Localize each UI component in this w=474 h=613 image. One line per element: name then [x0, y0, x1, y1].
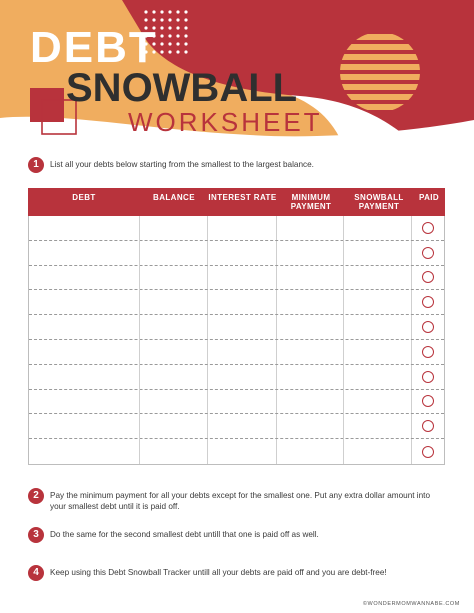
- step-text: List all your debts below starting from the smallest to the largest balance.: [50, 160, 314, 169]
- title-debt: DEBT: [30, 23, 158, 72]
- paid-checkbox[interactable]: [422, 371, 434, 383]
- table-row: [29, 290, 444, 315]
- cell-snowball-payment[interactable]: [344, 340, 412, 364]
- title-worksheet: WORKSHEET: [128, 107, 323, 137]
- paid-checkbox[interactable]: [422, 395, 434, 407]
- table-row: [29, 439, 444, 464]
- cell-snowball-payment[interactable]: [344, 439, 412, 464]
- step-number-badge: 1: [28, 157, 44, 173]
- cell-interest-rate[interactable]: [208, 241, 277, 265]
- cell-paid: [412, 390, 444, 414]
- cell-interest-rate[interactable]: [208, 340, 277, 364]
- paid-checkbox[interactable]: [422, 446, 434, 458]
- cell-paid: [412, 365, 444, 389]
- cell-minimum-payment[interactable]: [277, 216, 345, 240]
- table-row: [29, 390, 444, 415]
- footer-credit: ©WONDERMOMWANNABE.COM: [362, 601, 460, 607]
- step-number-badge: 4: [28, 565, 44, 581]
- cell-balance[interactable]: [140, 340, 208, 364]
- cell-interest-rate[interactable]: [208, 390, 277, 414]
- cell-debt[interactable]: [29, 390, 140, 414]
- column-header-snowball-payment: SNOWBALL PAYMENT: [354, 193, 404, 211]
- debt-table: [28, 188, 445, 465]
- paid-checkbox[interactable]: [422, 346, 434, 358]
- table-row: [29, 414, 444, 439]
- column-header-paid: PAID: [418, 193, 440, 202]
- table-body: [28, 216, 445, 465]
- cell-debt[interactable]: [29, 414, 140, 438]
- table-row: [29, 365, 444, 390]
- cell-balance[interactable]: [140, 315, 208, 339]
- cell-interest-rate[interactable]: [208, 216, 277, 240]
- table-row: [29, 315, 444, 340]
- cell-minimum-payment[interactable]: [277, 266, 345, 290]
- cell-paid: [412, 315, 444, 339]
- cell-interest-rate[interactable]: [208, 315, 277, 339]
- cell-debt[interactable]: [29, 241, 140, 265]
- step-text: Pay the minimum payment for all your debts except for the smallest one. Put any extra dollar amount into your smallest debt until it is paid off.: [50, 491, 430, 511]
- paid-checkbox[interactable]: [422, 222, 434, 234]
- cell-snowball-payment[interactable]: [344, 290, 412, 314]
- table-row: [29, 340, 444, 365]
- table-row: [29, 216, 444, 241]
- cell-debt[interactable]: [29, 266, 140, 290]
- cell-paid: [412, 439, 444, 464]
- cell-balance[interactable]: [140, 439, 208, 464]
- title-snowball: SNOWBALL: [66, 66, 298, 110]
- cell-paid: [412, 290, 444, 314]
- cell-paid: [412, 266, 444, 290]
- cell-interest-rate[interactable]: [208, 414, 277, 438]
- cell-minimum-payment[interactable]: [277, 290, 345, 314]
- column-header-minimum-payment: MINIMUM PAYMENT: [290, 193, 332, 211]
- cell-snowball-payment[interactable]: [344, 414, 412, 438]
- step-1: [28, 157, 448, 173]
- cell-balance[interactable]: [140, 290, 208, 314]
- cell-balance[interactable]: [140, 414, 208, 438]
- cell-debt[interactable]: [29, 216, 140, 240]
- column-header-interest-rate: INTEREST RATE: [208, 193, 277, 202]
- cell-balance[interactable]: [140, 365, 208, 389]
- cell-debt[interactable]: [29, 290, 140, 314]
- cell-minimum-payment[interactable]: [277, 390, 345, 414]
- cell-debt[interactable]: [29, 439, 140, 464]
- cell-minimum-payment[interactable]: [277, 340, 345, 364]
- cell-snowball-payment[interactable]: [344, 365, 412, 389]
- paid-checkbox[interactable]: [422, 296, 434, 308]
- cell-balance[interactable]: [140, 266, 208, 290]
- cell-interest-rate[interactable]: [208, 439, 277, 464]
- cell-minimum-payment[interactable]: [277, 439, 345, 464]
- cell-debt[interactable]: [29, 365, 140, 389]
- cell-interest-rate[interactable]: [208, 290, 277, 314]
- table-row: [29, 241, 444, 266]
- cell-balance[interactable]: [140, 390, 208, 414]
- cell-snowball-payment[interactable]: [344, 315, 412, 339]
- cell-minimum-payment[interactable]: [277, 414, 345, 438]
- step-text: Keep using this Debt Snowball Tracker untill all your debts are paid off and you are debt-free!: [50, 568, 387, 577]
- red-square-decoration: [30, 88, 64, 122]
- table-row: [29, 266, 444, 291]
- step-2: [28, 488, 448, 512]
- cell-paid: [412, 340, 444, 364]
- cell-paid: [412, 241, 444, 265]
- step-number-badge: 2: [28, 488, 44, 504]
- cell-balance[interactable]: [140, 216, 208, 240]
- cell-snowball-payment[interactable]: [344, 216, 412, 240]
- cell-snowball-payment[interactable]: [344, 266, 412, 290]
- step-3: [28, 527, 448, 543]
- column-header-balance: BALANCE: [153, 193, 195, 202]
- step-4: [28, 565, 448, 581]
- cell-interest-rate[interactable]: [208, 266, 277, 290]
- paid-checkbox[interactable]: [422, 321, 434, 333]
- cell-paid: [412, 414, 444, 438]
- paid-checkbox[interactable]: [422, 247, 434, 259]
- cell-debt[interactable]: [29, 315, 140, 339]
- paid-checkbox[interactable]: [422, 271, 434, 283]
- table-header: [28, 188, 445, 216]
- cell-debt[interactable]: [29, 340, 140, 364]
- cell-interest-rate[interactable]: [208, 365, 277, 389]
- paid-checkbox[interactable]: [422, 420, 434, 432]
- cell-minimum-payment[interactable]: [277, 241, 345, 265]
- cell-minimum-payment[interactable]: [277, 365, 345, 389]
- cell-minimum-payment[interactable]: [277, 315, 345, 339]
- cell-snowball-payment[interactable]: [344, 390, 412, 414]
- cell-paid: [412, 216, 444, 240]
- step-text: Do the same for the second smallest debt untill that one is paid off as well.: [50, 530, 319, 539]
- step-number-badge: 3: [28, 527, 44, 543]
- cell-snowball-payment[interactable]: [344, 241, 412, 265]
- cell-balance[interactable]: [140, 241, 208, 265]
- column-header-debt: DEBT: [72, 193, 96, 202]
